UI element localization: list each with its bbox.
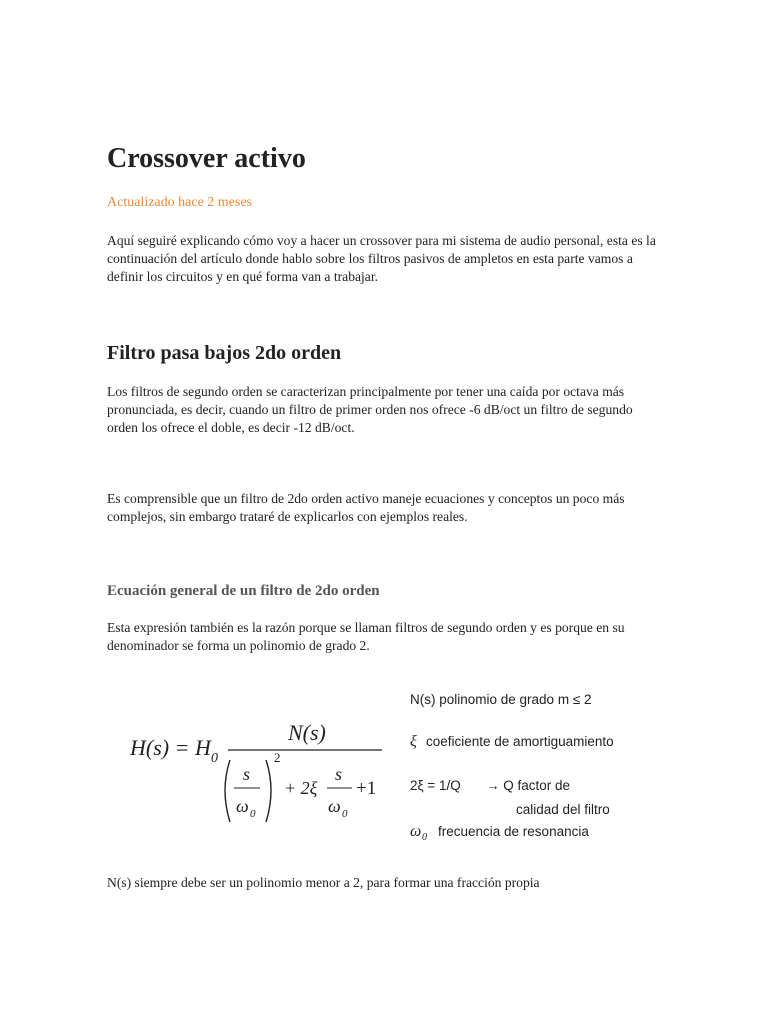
legend-line-3a: 2ξ = 1/Q: [410, 778, 461, 793]
transfer-function-equation: [120, 682, 640, 843]
legend-line-3b: → Q factor de: [486, 778, 571, 793]
legend-line-4: calidad del filtro: [516, 802, 610, 817]
eq-left-paren: [225, 760, 230, 822]
page-title: Crossover activo: [107, 143, 306, 174]
paragraph-slope: Los filtros de segundo orden se caracterizan principalmente por tener una caída por octava más pronunciada, es decir, cuando un filtro de primer orden nos ofrece -6 dB/oct un filtro de segundo orden los ofrece el doble, es decir -12 dB/oct.: [107, 384, 633, 435]
eq-numerator: N(s): [288, 720, 326, 745]
legend-line-5: frecuencia de resonancia: [438, 824, 589, 839]
eq-right-paren: [266, 760, 271, 822]
eq-omega-1: ω: [236, 796, 249, 816]
paragraph-expression: Esta expresión también es la razón porque se llaman filtros de segundo orden y es porque en su denominador se forma un polinomio de grado 2.: [107, 620, 625, 653]
eq-omega-1-sub: 0: [250, 808, 256, 820]
eq-legend: [410, 692, 614, 843]
legend-omega-symbol: ω: [410, 823, 422, 840]
legend-line-1: N(s) polinomio de grado m ≤ 2: [410, 692, 592, 707]
legend-omega-sub: 0: [422, 832, 427, 843]
eq-frac-s-2: s: [335, 764, 343, 784]
eq-plus-2xi: + 2ξ: [284, 778, 318, 798]
eq-lhs: H(s) = H: [130, 735, 211, 760]
eq-lhs-sub: 0: [211, 751, 218, 766]
subsection-title: Ecuación general de un filtro de 2do orden: [107, 583, 380, 599]
paragraph-complexity: Es comprensible que un filtro de 2do orden activo maneje ecuaciones y conceptos un poco más complejos, sin embargo trataré de explicarlos con ejemplos reales.: [107, 491, 625, 524]
eq-exponent: 2: [274, 750, 281, 765]
paragraph-proper-fraction: N(s) siempre debe ser un polinomio menor a 2, para formar una fracción propia: [107, 875, 540, 890]
legend-line-2: coeficiente de amortiguamiento: [426, 734, 614, 749]
equation-figure: [120, 682, 640, 843]
legend-xi-symbol: ξ: [410, 733, 417, 750]
eq-omega-2-sub: 0: [342, 808, 348, 820]
eq-plus-1: +1: [356, 778, 377, 799]
section-title: Filtro pasa bajos 2do orden: [107, 342, 342, 364]
updated-label: Actualizado hace 2 meses: [107, 195, 252, 210]
intro-paragraph: Aquí seguiré explicando cómo voy a hacer un crossover para mi sistema de audio personal, esta es la continuación del artículo donde hablo sobre los filtros pasivos de ampletos en esta parte vamos a definir los circuitos y en qué forma van a trabajar.: [107, 233, 656, 284]
eq-omega-2: ω: [328, 796, 341, 816]
eq-frac-s: s: [243, 764, 251, 784]
